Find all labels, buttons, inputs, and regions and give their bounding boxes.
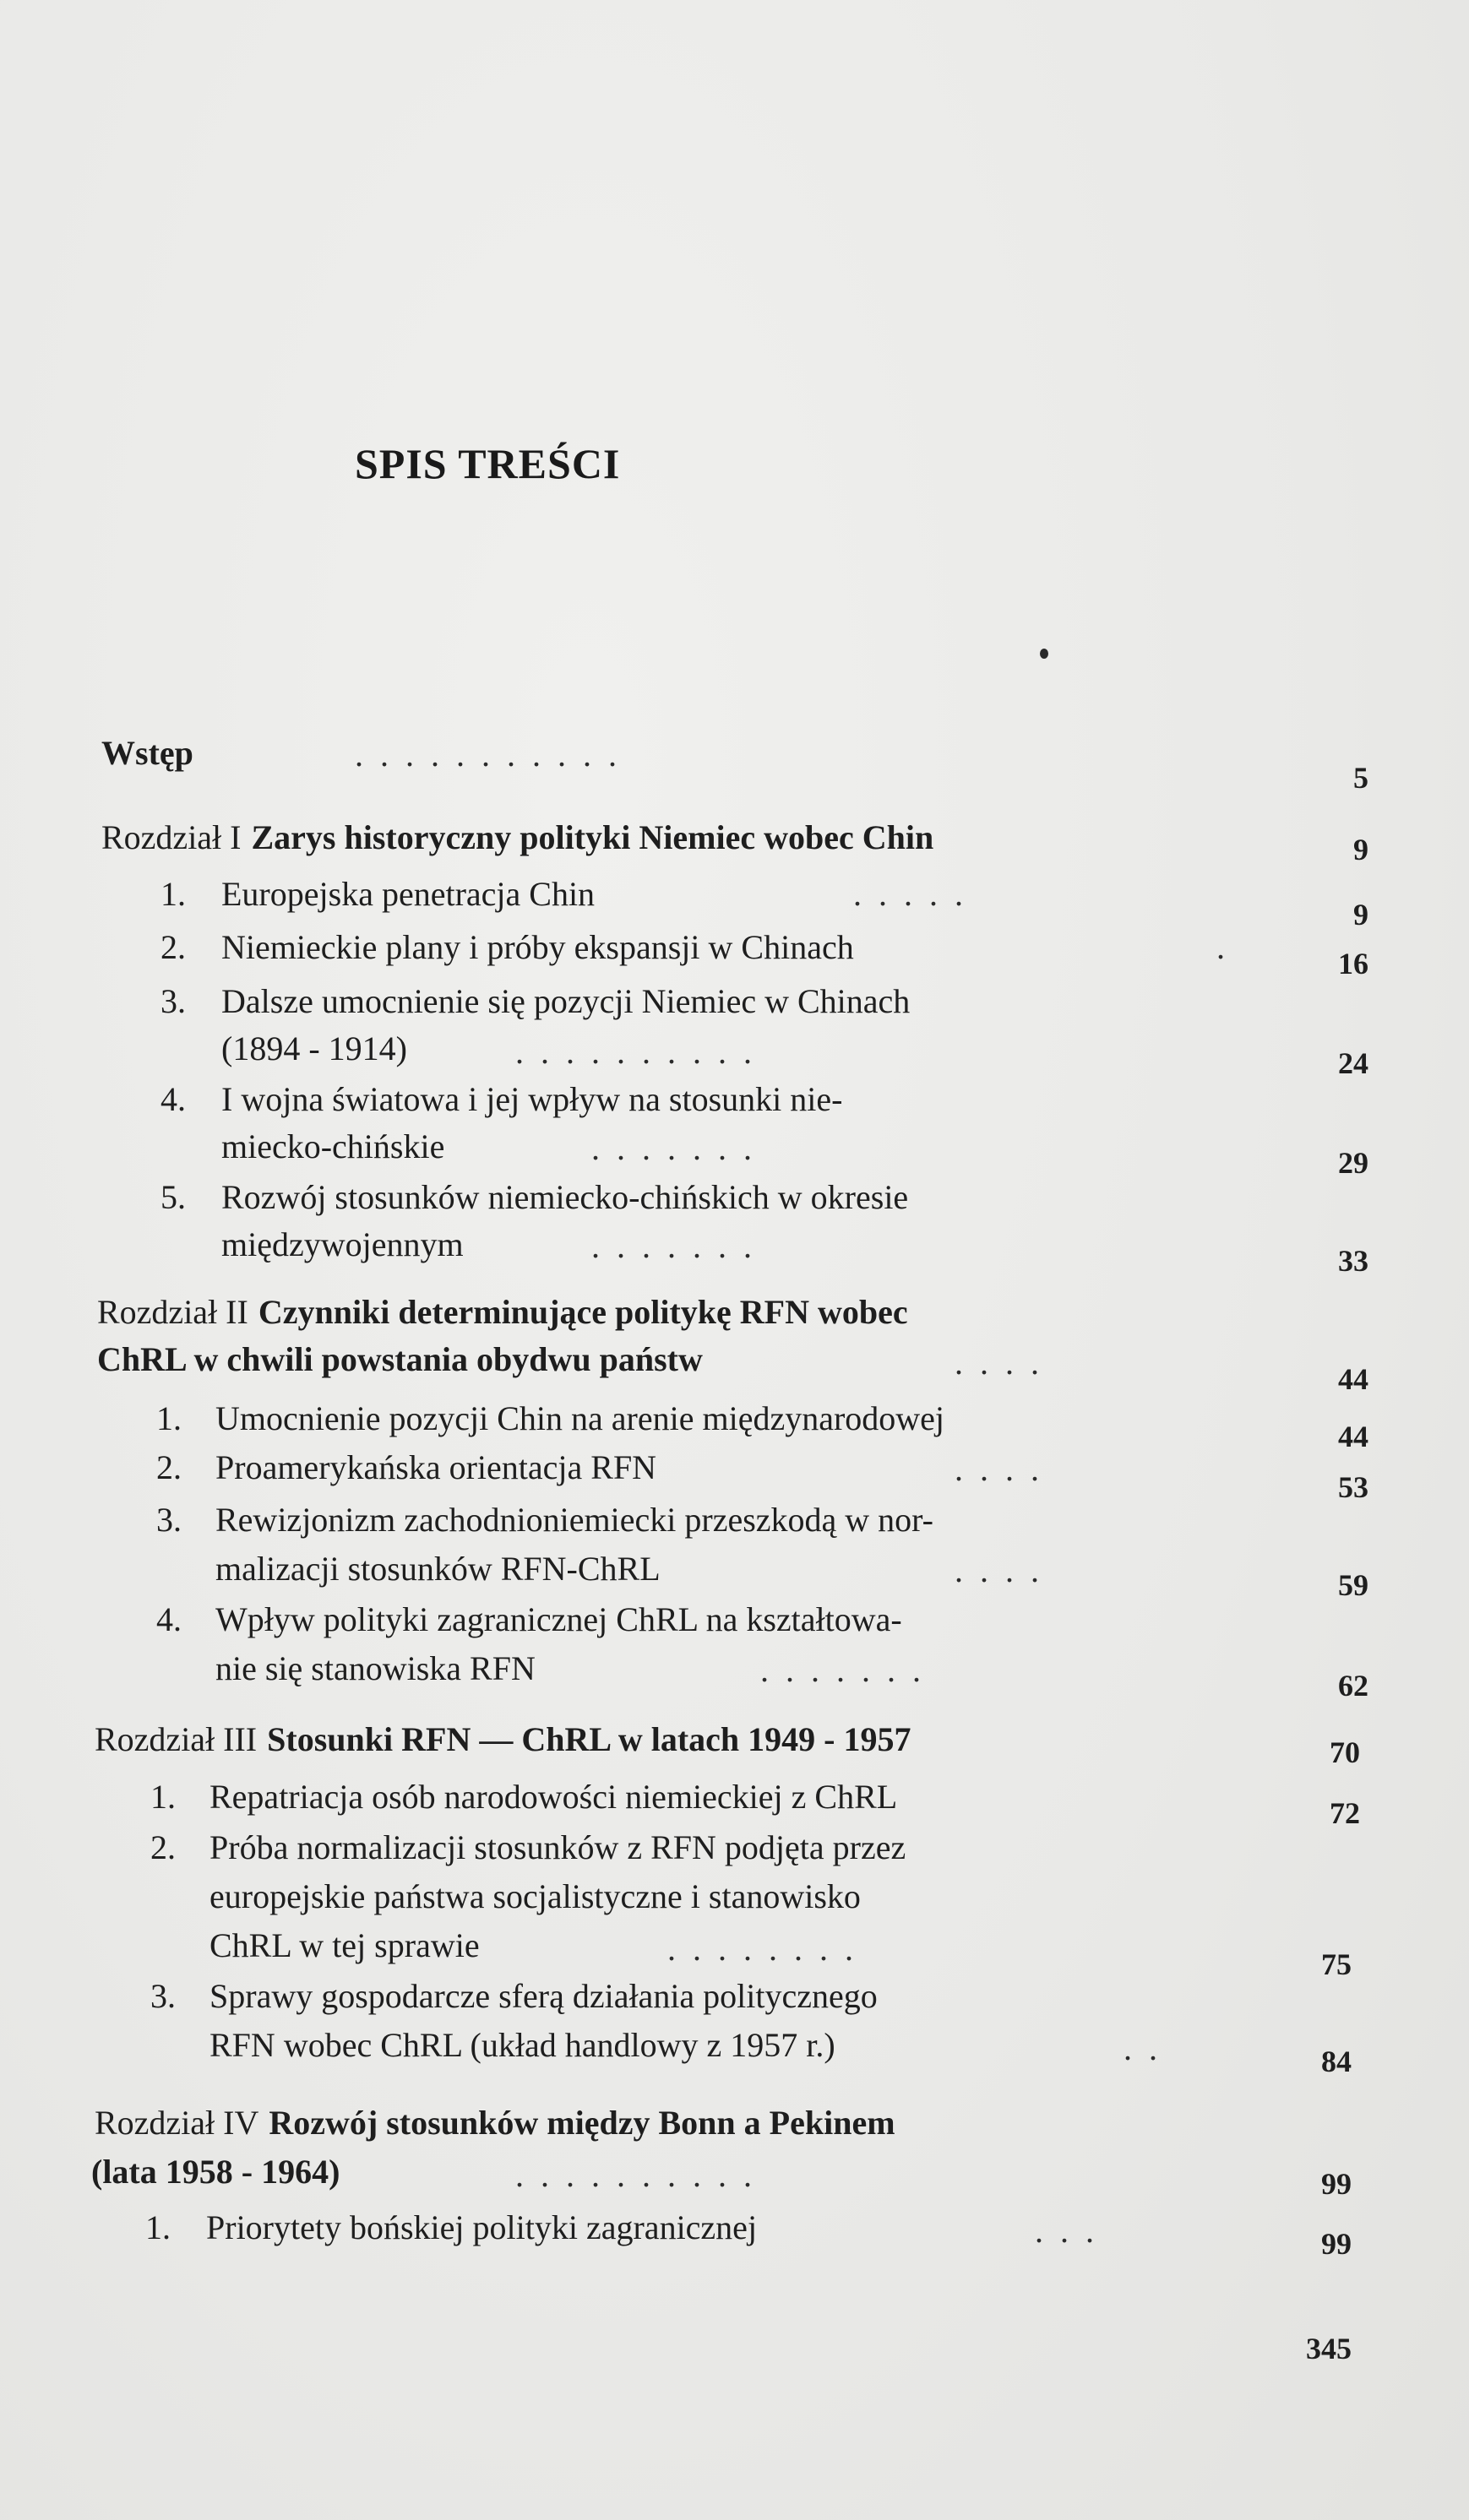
- item-number: 1.: [161, 875, 186, 913]
- entry-page: 59: [1338, 1568, 1368, 1602]
- toc-entry-continued: malizacji stosunków RFN-ChRL: [215, 1550, 661, 1588]
- dot-leader: ..........: [515, 2156, 769, 2194]
- ink-dot: [1040, 649, 1048, 659]
- entry-page: 24: [1338, 1046, 1368, 1080]
- toc-entry: Niemieckie plany i próby ekspansji w Chinach: [221, 928, 854, 966]
- entry-page: 75: [1321, 1947, 1352, 1981]
- chapter-4-heading: [95, 2103, 895, 2143]
- chapter-4-title-line2: (lata 1958 - 1964): [91, 2153, 340, 2191]
- toc-entry: Proamerykańska orientacja RFN: [215, 1448, 657, 1486]
- toc-entry: Europejska penetracja Chin: [221, 875, 596, 913]
- dot-leader: ...........: [355, 736, 634, 774]
- chapter-4-title-line1: Rozwój stosunków między Bonn a Pekinem: [269, 2104, 895, 2142]
- item-number: 4.: [156, 1600, 182, 1638]
- dot-leader: ...: [1035, 2212, 1111, 2250]
- toc-entry: I wojna światowa i jej wpływ na stosunki nie-: [221, 1080, 843, 1118]
- dot-leader: ....: [955, 1450, 1056, 1488]
- chapter-1-heading: [101, 817, 933, 857]
- toc-entry: Rewizjonizm zachodnioniemiecki przeszkodą w nor-: [215, 1501, 933, 1539]
- toc-entry: Priorytety bońskiej polityki zagranicznej: [206, 2208, 758, 2246]
- toc-entry-intro: [101, 733, 193, 773]
- item-number: 1.: [156, 1399, 182, 1437]
- item-number: 5.: [161, 1178, 186, 1216]
- toc-entry-continued: europejskie państwa socjalistyczne i stanowisko: [209, 1877, 861, 1915]
- entry-page: 44: [1338, 1420, 1368, 1453]
- dot-leader: ..: [1124, 2029, 1174, 2067]
- toc-entry-continued: międzywojennym: [221, 1225, 464, 1263]
- intro-page: 5: [1353, 761, 1368, 795]
- dot-leader: ....: [955, 1551, 1056, 1589]
- entry-page: 29: [1338, 1146, 1368, 1180]
- entry-page: 84: [1321, 2045, 1352, 2078]
- entry-page: 33: [1338, 1244, 1368, 1278]
- item-number: 3.: [156, 1501, 182, 1539]
- chapter-4-page: 99: [1321, 2167, 1352, 2201]
- chapter-2-heading: [97, 1292, 908, 1332]
- item-number: 4.: [161, 1080, 186, 1118]
- item-number: 1.: [145, 2208, 171, 2246]
- chapter-2-page: 44: [1338, 1362, 1368, 1396]
- chapter-3-prefix: Rozdział III: [95, 1720, 258, 1758]
- entry-page: 16: [1338, 947, 1368, 980]
- chapter-2-prefix: Rozdział II: [97, 1293, 248, 1331]
- entry-page: 53: [1338, 1470, 1368, 1504]
- dot-leader: ....: [955, 1344, 1056, 1382]
- dot-leader: .....: [853, 875, 980, 913]
- entry-page: 99: [1321, 2227, 1352, 2261]
- item-number: 2.: [156, 1448, 182, 1486]
- dot-leader: .......: [760, 1651, 938, 1689]
- item-number: 3.: [150, 1977, 176, 2015]
- page-title: SPIS TREŚCI: [355, 440, 621, 487]
- folio-page-number: 345: [1306, 2332, 1352, 2365]
- toc-entry: Sprawy gospodarcze sferą działania politycznego: [209, 1977, 878, 2015]
- item-number: 2.: [150, 1828, 176, 1866]
- toc-entry: Wpływ polityki zagranicznej ChRL na kształtowa-: [215, 1600, 902, 1638]
- chapter-1-title: Zarys historyczny polityki Niemiec wobec Chin: [251, 818, 934, 856]
- toc-entry: Dalsze umocnienie się pozycji Niemiec w Chinach: [221, 982, 911, 1020]
- intro-label: Wstęp: [101, 734, 193, 772]
- chapter-4-prefix: Rozdział IV: [95, 2104, 259, 2142]
- toc-entry-continued: ChRL w tej sprawie: [209, 1926, 480, 1964]
- dot-leader: .......: [591, 1227, 769, 1265]
- toc-entry: Repatriacja osób narodowości niemieckiej z ChRL: [209, 1778, 898, 1816]
- toc-entry-continued: (1894 - 1914): [221, 1029, 407, 1067]
- toc-entry-continued: miecko-chińskie: [221, 1127, 445, 1165]
- item-number: 1.: [150, 1778, 176, 1816]
- entry-page: 72: [1330, 1796, 1360, 1830]
- dot-leader: .: [1216, 928, 1242, 966]
- toc-entry-continued: RFN wobec ChRL (układ handlowy z 1957 r.): [209, 2026, 835, 2064]
- chapter-3-page: 70: [1330, 1735, 1360, 1769]
- chapter-2-title-line2: ChRL w chwili powstania obydwu państw: [97, 1340, 703, 1378]
- item-number: 2.: [161, 928, 186, 966]
- chapter-3-title: Stosunki RFN — ChRL w latach 1949 - 1957: [267, 1720, 911, 1758]
- chapter-4-heading-continued: [91, 2152, 340, 2191]
- toc-entry: Umocnienie pozycji Chin na arenie międzynarodowej: [215, 1399, 945, 1437]
- chapter-2-title-line1: Czynniki determinujące politykę RFN wobec: [258, 1293, 908, 1331]
- dot-leader: ........: [667, 1930, 870, 1968]
- item-number: 3.: [161, 982, 186, 1020]
- toc-entry: Próba normalizacji stosunków z RFN podjęta przez: [209, 1828, 906, 1866]
- entry-page: 62: [1338, 1669, 1368, 1703]
- chapter-1-prefix: Rozdział I: [101, 818, 242, 856]
- chapter-1-page: 9: [1353, 833, 1368, 866]
- dot-leader: ..........: [515, 1033, 769, 1071]
- chapter-2-heading-continued: [97, 1339, 703, 1379]
- entry-page: 9: [1353, 898, 1368, 931]
- toc-entry: Rozwój stosunków niemiecko-chińskich w okresie: [221, 1178, 909, 1216]
- dot-leader: .......: [591, 1129, 769, 1167]
- chapter-3-heading: [95, 1719, 911, 1759]
- toc-entry-continued: nie się stanowiska RFN: [215, 1649, 536, 1687]
